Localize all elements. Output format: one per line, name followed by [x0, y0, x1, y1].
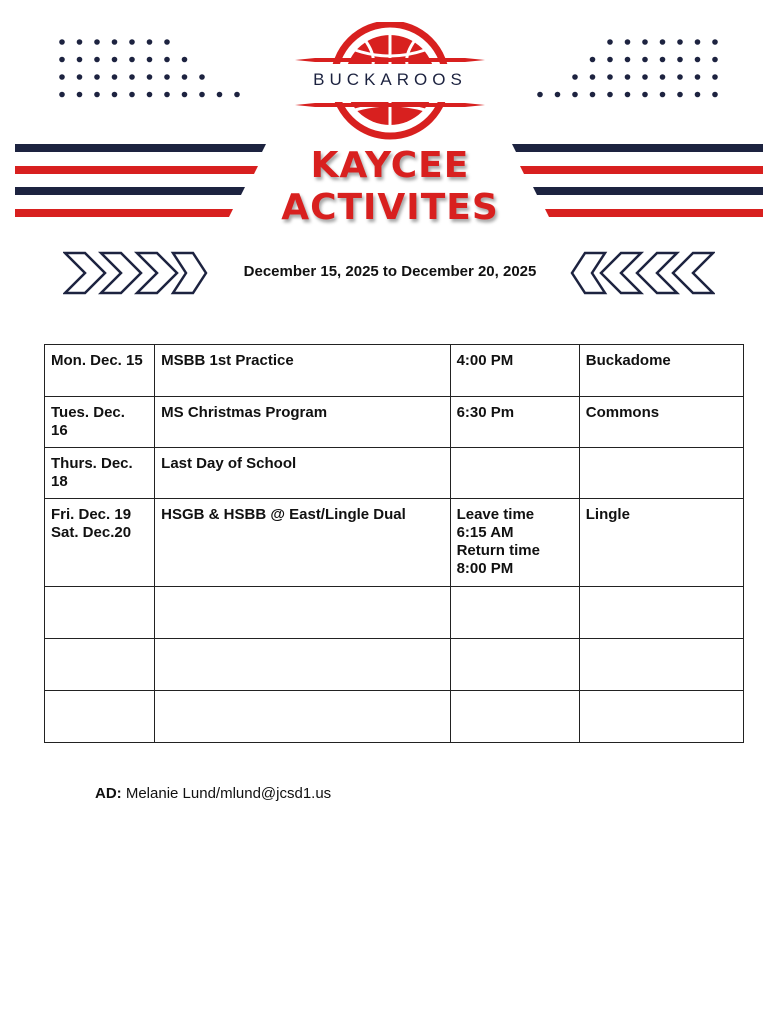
- dot: [77, 92, 83, 98]
- dot: [94, 74, 100, 80]
- dot: [164, 74, 170, 80]
- dot: [537, 92, 543, 98]
- dot: [147, 92, 153, 98]
- dot: [660, 57, 666, 63]
- dot: [182, 74, 188, 80]
- dot: [199, 92, 205, 98]
- left-stripes: [15, 143, 270, 221]
- dot: [59, 74, 65, 80]
- dot: [112, 57, 118, 63]
- dot: [677, 74, 683, 80]
- cell-time: 6:30 Pm: [450, 397, 579, 448]
- dot: [129, 74, 135, 80]
- dot: [94, 57, 100, 63]
- dot: [77, 39, 83, 45]
- dot: [77, 57, 83, 63]
- dot: [590, 57, 596, 63]
- cell-location: Lingle: [579, 499, 743, 587]
- dot: [642, 57, 648, 63]
- dot: [677, 92, 683, 98]
- dot: [642, 92, 648, 98]
- dot: [59, 92, 65, 98]
- dot: [182, 57, 188, 63]
- dot: [59, 57, 65, 63]
- table-row: [45, 448, 744, 499]
- table-row: [45, 345, 744, 397]
- dot: [712, 92, 718, 98]
- dot: [147, 74, 153, 80]
- cell-day: [45, 639, 155, 691]
- dot: [129, 92, 135, 98]
- cell-time: [450, 448, 579, 499]
- cell-location: [579, 587, 743, 639]
- dot: [607, 39, 613, 45]
- cell-time: Leave time 6:15 AM Return time 8:00 PM: [450, 499, 579, 587]
- cell-event: [155, 691, 450, 743]
- dot: [660, 92, 666, 98]
- dot: [182, 92, 188, 98]
- dot: [712, 39, 718, 45]
- schedule-table: [44, 344, 744, 743]
- dot: [695, 39, 701, 45]
- cell-location: [579, 691, 743, 743]
- cell-day: Mon. Dec. 15: [45, 345, 155, 397]
- dot: [147, 57, 153, 63]
- cell-day: [45, 691, 155, 743]
- dot: [590, 74, 596, 80]
- table-row: [45, 639, 744, 691]
- dot: [660, 74, 666, 80]
- cell-day: [45, 587, 155, 639]
- dot: [94, 92, 100, 98]
- table-row: [45, 691, 744, 743]
- dot: [112, 74, 118, 80]
- dot: [712, 74, 718, 80]
- table-row: [45, 397, 744, 448]
- left-chevrons-icon: [570, 250, 715, 296]
- dot: [607, 57, 613, 63]
- dot: [607, 92, 613, 98]
- dot: [112, 92, 118, 98]
- right-stripes: [508, 143, 763, 221]
- date-range: December 15, 2025 to December 20, 2025: [243, 263, 537, 280]
- dot: [129, 39, 135, 45]
- cell-location: Commons: [579, 397, 743, 448]
- dot: [572, 92, 578, 98]
- dot: [147, 39, 153, 45]
- cell-day: Tues. Dec. 16: [45, 397, 155, 448]
- cell-event: HSGB & HSBB @ East/Lingle Dual: [155, 499, 450, 587]
- dot: [572, 74, 578, 80]
- right-dot-pattern: [510, 34, 730, 120]
- cell-time: [450, 639, 579, 691]
- dot: [129, 57, 135, 63]
- cell-location: [579, 639, 743, 691]
- dot: [59, 39, 65, 45]
- dot: [712, 57, 718, 63]
- cell-time: 4:00 PM: [450, 345, 579, 397]
- dot: [625, 92, 631, 98]
- dot: [234, 92, 240, 98]
- dot: [199, 74, 205, 80]
- dot: [164, 92, 170, 98]
- brand-name: BUCKAROOS: [313, 70, 467, 89]
- cell-location: Buckadome: [579, 345, 743, 397]
- dot: [112, 39, 118, 45]
- cell-event: Last Day of School: [155, 448, 450, 499]
- dot: [625, 74, 631, 80]
- cell-time: [450, 691, 579, 743]
- ad-label: AD:: [95, 785, 122, 802]
- table-row: [45, 499, 744, 587]
- cell-day: Fri. Dec. 19 Sat. Dec.20: [45, 499, 155, 587]
- dot: [695, 74, 701, 80]
- left-dot-pattern: [52, 34, 272, 120]
- dot: [590, 92, 596, 98]
- ad-contact: Melanie Lund/mlund@jcsd1.us: [125, 785, 332, 802]
- dot: [625, 57, 631, 63]
- right-chevrons-icon: [63, 250, 208, 296]
- cell-day: Thurs. Dec. 18: [45, 448, 155, 499]
- dot: [677, 39, 683, 45]
- cell-event: [155, 587, 450, 639]
- dot: [94, 39, 100, 45]
- dot: [642, 39, 648, 45]
- dot: [164, 39, 170, 45]
- dot: [164, 57, 170, 63]
- title-line-1: KAYCEE: [310, 145, 470, 186]
- dot: [695, 92, 701, 98]
- dot: [217, 92, 223, 98]
- cell-event: MSBB 1st Practice: [155, 345, 450, 397]
- dot: [625, 39, 631, 45]
- athletic-director-contact: [95, 785, 331, 802]
- cell-location: [579, 448, 743, 499]
- cell-event: MS Christmas Program: [155, 397, 450, 448]
- cell-event: [155, 639, 450, 691]
- table-row: [45, 587, 744, 639]
- dot: [642, 74, 648, 80]
- dot: [677, 57, 683, 63]
- cell-time: [450, 587, 579, 639]
- title-line-2: ACTIVITES: [281, 187, 499, 228]
- dot: [660, 39, 666, 45]
- dot: [695, 57, 701, 63]
- dot: [555, 92, 561, 98]
- dot: [77, 74, 83, 80]
- dot: [607, 74, 613, 80]
